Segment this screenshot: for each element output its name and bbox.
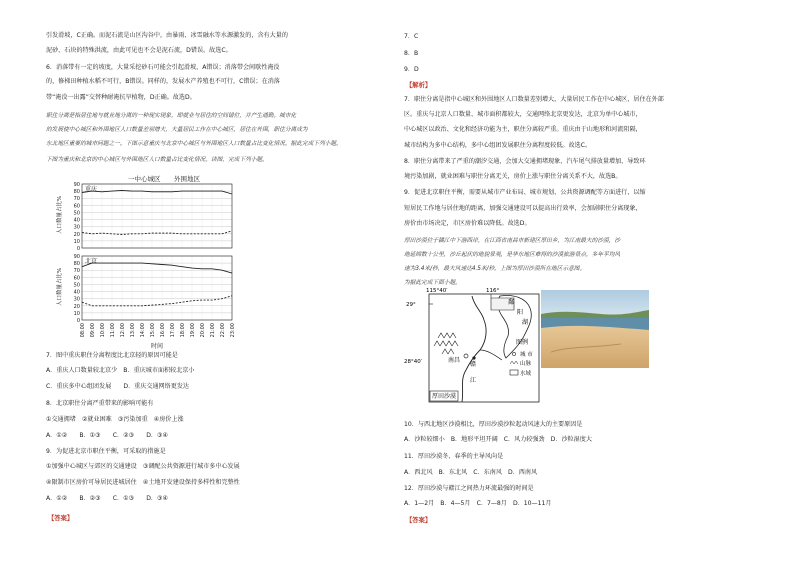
question-option: A．沙粒较细小 B．地形平坦开阔 C．风力较强劲 D．沙粒湿度大	[404, 436, 592, 443]
y-tick-label: 30	[73, 224, 80, 231]
x-tick-label: 17:00	[170, 323, 176, 338]
lake-label: 湖	[522, 319, 529, 326]
answer-line: 8．B	[404, 50, 419, 57]
passage-line: 地延绵数十公里，沙丘起伏的地貌景观，是华东地区难得的沙漠旅游景点，多年平均风	[404, 252, 621, 258]
series-line-center	[82, 263, 232, 273]
y-tick-label: 90	[73, 182, 80, 188]
y-tick-label: 80	[73, 189, 80, 196]
x-tick-label: 11:00	[110, 323, 116, 338]
lon-label: 116°	[486, 288, 500, 294]
y-tick-label: 10	[73, 238, 80, 245]
lake-label: 鄱	[508, 299, 515, 306]
explain-line: 9．促进北京职住平衡，需要从城市产业布局、城市规划、公共资源调配等方面进行，以缩	[404, 189, 646, 196]
x-tick-label: 16:00	[160, 323, 166, 338]
question-line: 10．与西北地区沙漠相比，厚田沙漠沙粒起动风速大的主要原因是	[404, 421, 583, 428]
question-line: 11．厚田沙漠冬、春季的主导风向是	[404, 453, 504, 460]
river-ganjiang	[462, 296, 486, 402]
question-line: 9．为促进北京市职住平衡，可采取的措施是	[46, 448, 166, 455]
x-tick-label: 19:00	[190, 323, 196, 338]
legend-water: 水域	[520, 371, 532, 377]
x-axis-label: 时间	[150, 343, 164, 350]
river-label: 江	[470, 377, 477, 384]
y-tick-label: 0	[76, 318, 80, 324]
prev-line: 泥砂、石块的特殊洪流，由此可见也不会是泥石流，D错误。故选C。	[46, 47, 232, 54]
prev-line: 带“淹没一出露”交替种耐淹抗旱植物，D正确。故选D。	[46, 94, 196, 101]
mountain-icon	[434, 333, 458, 354]
y-tick-label: 0	[76, 246, 80, 252]
legend-outer: 外围地区	[174, 175, 200, 183]
y-tick-label: 80	[73, 261, 80, 268]
explain-tag: 【解析】	[406, 82, 432, 89]
lake-label: 阳	[517, 309, 524, 316]
x-tick-label: 18:00	[180, 323, 186, 338]
explain-line: 8．职住分离带来了严重的潮汐交通，会加大交通拥堵现象，汽车尾气排放量增加，导致环	[404, 158, 646, 165]
population-chart	[46, 172, 246, 350]
lon-label: 115°40′	[426, 288, 448, 294]
question-option: A．1—2月 B．4—5月 C．7—8月 D．10—11月	[404, 500, 552, 507]
x-tick-label: 20:00	[200, 323, 206, 338]
y-tick-label: 70	[73, 268, 80, 275]
x-tick-label: 12:00	[120, 323, 126, 338]
plot-frame	[82, 184, 232, 248]
x-tick-label: 14:00	[140, 323, 146, 338]
prev-line: 的，修梯田种植水稻不可行，B错误。同样的，发展水产养殖也不可行，C错误；在消落	[46, 78, 280, 85]
passage-line: 厚田沙漠位于赣江中下游西岸，在江西省南昌市新建区厚田乡，为江南最大的沙漠，沙	[404, 238, 621, 244]
y-tick-label: 20	[73, 303, 80, 310]
panel-title: 重庆	[85, 186, 98, 193]
desert-photo	[541, 290, 649, 368]
y-tick-label: 10	[73, 310, 80, 317]
panel-title: 北京	[85, 258, 98, 265]
legend-city: 城 市	[520, 352, 533, 358]
legend-center: 一中心城区	[128, 175, 161, 183]
x-tick-label: 08:00	[80, 323, 86, 338]
lat-label: 29°	[406, 302, 416, 308]
question-option: ①加强中心城区与郊区的交通建设 ③调配公共资源进行城市多中心发展	[46, 463, 240, 470]
y-tick-label: 40	[73, 289, 80, 296]
river-branch	[480, 350, 502, 360]
question-option: A．西北风 B．东北风 C．东南风 D．西南风	[404, 469, 538, 476]
y-tick-label: 50	[73, 282, 80, 289]
explain-line: 短居民工作地与居住地的距离，加强交通建设可以提高出行效率，会加剧职住分离现象，	[404, 205, 642, 212]
answer-line: 9．D	[404, 66, 419, 73]
question-option: A．重庆人口数量较北京少 B．重庆城市面积较北京小	[46, 367, 195, 374]
x-tick-label: 22:00	[220, 323, 226, 338]
river-label: 赣	[470, 361, 477, 368]
answer-tag: 【答案】	[48, 515, 74, 522]
question-line: 12．厚田沙漠与赣江之间热力环流最强的时间是	[404, 485, 534, 492]
y-tick-label: 20	[73, 231, 80, 238]
y-tick-label: 40	[73, 217, 80, 224]
question-option: C．重庆多中心组团发展 D．重庆交通网络更发达	[46, 383, 190, 390]
question-line: 8．北京职住分离严重带来的影响可能有	[46, 400, 154, 407]
city-marker	[472, 356, 475, 359]
explain-line: 中心城区以政治、文化和经济功能为主，职住分离较严重。重庆由于山地形和河流阻隔，	[404, 126, 642, 133]
question-option: A．①② B．②③ C．①③ D．③④	[46, 495, 168, 502]
x-tick-label: 09:00	[90, 323, 96, 338]
passage-line: 速为3.4米/秒，最大风速达4.5米/秒。上图为厚田沙漠所在地区示意图。	[404, 266, 586, 272]
question-option: A．①② B．①③ C．②③ D．③④	[46, 432, 168, 439]
region-map	[404, 284, 544, 404]
city-label: 南昌	[448, 357, 461, 364]
chart-chongqing	[55, 182, 232, 252]
prev-line: 引发滑坡，C正确。而泥石流是山区沟谷中，由暴雨、冰雪融水等水源激发的，含有大量的	[46, 32, 288, 39]
x-tick-label: 21:00	[210, 323, 216, 338]
explain-line: 境污染加剧，就业困难与职住分离无关，房价上涨与职住分离关系不大，故选B。	[404, 173, 622, 180]
passage-line: 为据此完成下面小题。	[404, 280, 461, 286]
question-option: ④限制市区房价可导居民进城居住 ④土地开发建设保持多样性和完整性	[46, 479, 240, 486]
passage-line: 下图为重庆和北京的中心城区与外围地区人口数量占比变化情况。读图，完成下列小题。	[46, 157, 268, 163]
x-tick-label: 13:00	[130, 323, 136, 338]
x-tick-label: 23:00	[230, 323, 236, 338]
desert-label: 厚田沙漠	[432, 393, 457, 400]
explain-line: 7．职住分离是指中心城区和外围地区人口数量差别增大，大量居民工作在中心城区，居住在外部	[404, 96, 664, 103]
plot-frame	[82, 256, 232, 320]
prev-line: 6．消落带有一定的坡度，大量采挖砂石可能会引起滑坡，A错误；消落带会间歇性淹没	[46, 64, 280, 71]
passage-line: 东北地区重要的城市问题之一。下图示意重庆与北京中心城区与外围地区人口数量占比变化情况。据此完成下列小题。	[46, 141, 342, 147]
question-option: ①交通拥堵 ②就业困难 ③污染加重 ④房价上涨	[46, 416, 184, 423]
chart-x-axis	[80, 323, 236, 350]
y-tick-label: 60	[73, 275, 80, 282]
question-line: 7．图中重庆职住分离程度比北京轻的原因可能是	[46, 352, 178, 359]
passage-line: 的发展使中心城区和外围地区人口数量差别增大，大量居民工作在中心城区，居住在外围，职住分离成为	[46, 127, 308, 133]
y-tick-label: 60	[73, 203, 80, 210]
y-tick-label: 50	[73, 210, 80, 217]
x-tick-label: 10:00	[100, 323, 106, 338]
answer-tag: 【答案】	[406, 517, 432, 524]
x-tick-label: 15:00	[150, 323, 156, 338]
y-axis-label: 人口数量占比%	[57, 267, 63, 306]
passage-line: 职住分离是指居住地与就业地分离的一种现实现象，即就业与居住的空间错位，并产生通勤。城市化	[46, 113, 297, 119]
explain-line: 区。重庆与北京人口数量、城市面积都较大，交通网络北京更发达，北京为单中心城市，	[404, 111, 642, 118]
explain-line: 城市结构为多中心结构，多中心组团发展职住分离程度较低。故选C。	[404, 142, 592, 149]
series-line-outer	[82, 296, 232, 306]
lat-label: 28°40′	[404, 359, 422, 365]
explain-line: 房价由市场决定，市区房价难以降低。故选D。	[404, 220, 531, 227]
legend-title: 图例	[516, 339, 529, 346]
city-marker	[464, 354, 468, 358]
y-tick-label: 90	[73, 254, 80, 260]
answer-line: 7．C	[404, 33, 419, 40]
chart-beijing	[55, 254, 232, 324]
y-axis-label: 人口数量占比%	[57, 195, 63, 234]
y-tick-label: 30	[73, 296, 80, 303]
y-tick-label: 70	[73, 196, 80, 203]
legend-mountain: 山脉	[520, 361, 532, 367]
